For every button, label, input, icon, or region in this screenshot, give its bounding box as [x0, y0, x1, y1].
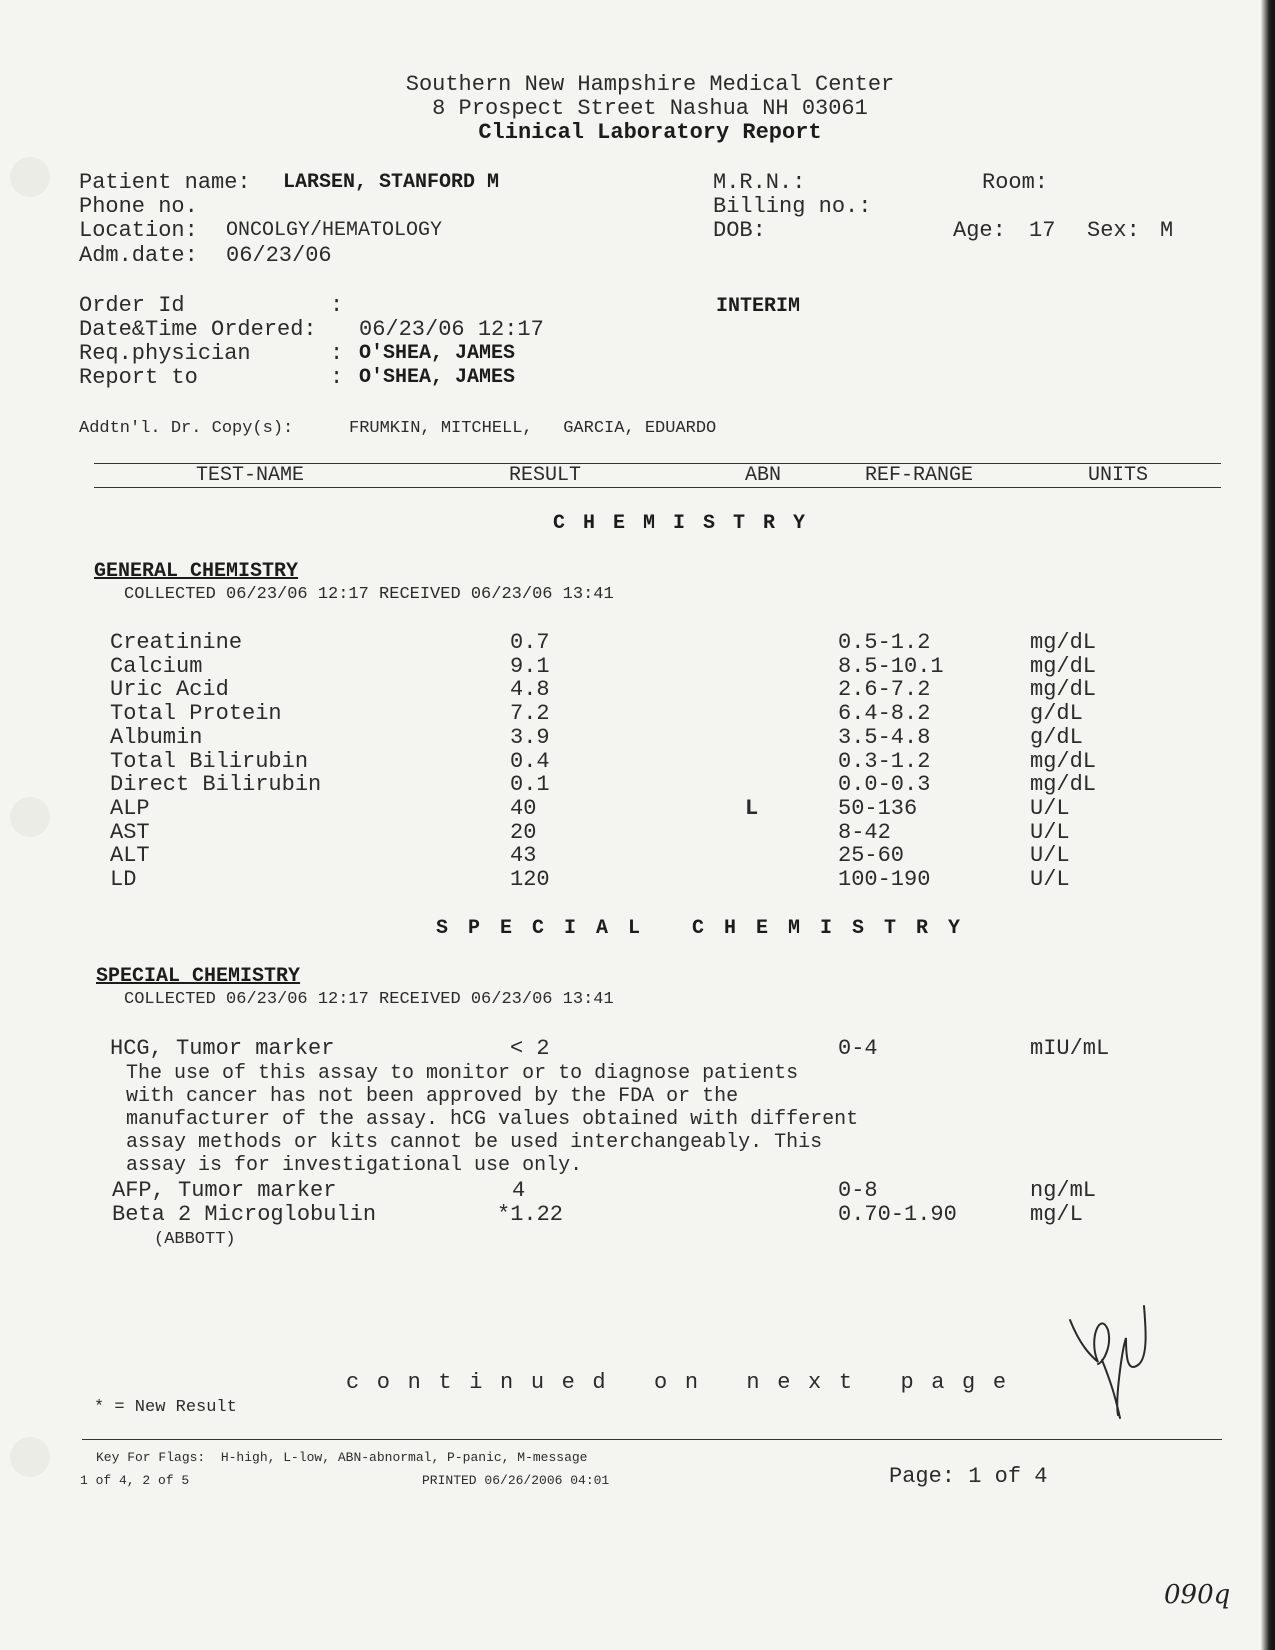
test-result: 4 — [512, 1178, 526, 1203]
test-name: Beta 2 Microglobulin — [112, 1202, 377, 1227]
test-units: mg/dL — [1030, 630, 1097, 655]
test-result: 9.1 — [510, 653, 550, 679]
page-number: Page: 1 of 4 — [889, 1464, 1048, 1489]
test-name: ALT — [110, 843, 150, 869]
test-name: ALP — [110, 795, 150, 821]
physician-initials — [1060, 1300, 1160, 1430]
test-ref-range: 0-4 — [838, 1036, 878, 1061]
punch-hole — [10, 157, 50, 197]
patient-name-label: Patient name: — [79, 170, 251, 195]
req-physician-value: O'SHEA, JAMES — [359, 342, 516, 365]
col-result: RESULT — [509, 464, 582, 487]
test-units: mg/L — [1030, 1202, 1083, 1227]
test-ref-range: 8-42 — [838, 819, 891, 845]
table-row — [112, 1178, 1132, 1202]
test-ref-range: 0.3-1.2 — [838, 748, 931, 774]
test-result: < 2 — [510, 1036, 550, 1061]
test-abn-flag: L — [745, 795, 759, 821]
col-units: UNITS — [1088, 464, 1149, 487]
location-value: ONCOLGY/HEMATOLOGY — [226, 219, 443, 242]
table-row — [110, 749, 1130, 773]
punch-hole — [10, 1437, 50, 1477]
test-ref-range: 3.5-4.8 — [838, 724, 931, 750]
test-ref-range: 50-136 — [838, 795, 918, 821]
col-ref-range: REF-RANGE — [865, 464, 974, 487]
phone-label: Phone no. — [79, 194, 198, 219]
scan-edge — [1261, 0, 1275, 1650]
test-units: U/L — [1030, 819, 1070, 845]
report-title: Clinical Laboratory Report — [478, 120, 822, 145]
punch-hole — [10, 797, 50, 837]
test-units: U/L — [1030, 795, 1070, 821]
order-id-sep: : — [330, 293, 344, 318]
hcg-note-line: manufacturer of the assay. hCG values obtained with different — [126, 1108, 859, 1131]
test-result: 120 — [510, 867, 550, 892]
table-row — [110, 630, 1130, 654]
table-row — [110, 772, 1130, 796]
test-name: HCG, Tumor marker — [110, 1036, 335, 1061]
test-units: mg/dL — [1030, 677, 1097, 703]
sex-label: Sex: — [1087, 218, 1140, 243]
test-ref-range: 0.70-1.90 — [838, 1202, 957, 1227]
test-units: mg/dL — [1030, 772, 1097, 798]
general-chemistry-title: GENERAL CHEMISTRY — [94, 560, 299, 583]
req-physician-sep: : — [330, 341, 344, 366]
table-row — [110, 820, 1130, 844]
table-row — [110, 654, 1130, 678]
flags-key: Key For Flags: H-high, L-low, ABN-abnormal, P-panic, M-message — [96, 1450, 588, 1465]
adm-date-label: Adm.date: — [79, 243, 198, 268]
test-name: Total Protein — [110, 701, 282, 727]
date-time-value: 06/23/06 12:17 — [359, 317, 544, 342]
test-ref-range: 8.5-10.1 — [838, 653, 944, 679]
institution-name: Southern New Hampshire Medical Center — [405, 72, 895, 97]
test-ref-range: 25-60 — [838, 843, 905, 869]
sex-value: M — [1160, 218, 1174, 243]
footer-rule — [82, 1439, 1222, 1440]
hcg-note-line: The use of this assay to monitor or to diagnose patients — [126, 1062, 799, 1085]
test-result: 4.8 — [510, 677, 550, 703]
test-units: mg/dL — [1030, 653, 1097, 679]
location-label: Location: — [79, 218, 198, 243]
test-name: LD — [110, 867, 137, 892]
adm-date-value: 06/23/06 — [226, 243, 332, 268]
test-units: g/dL — [1030, 724, 1083, 750]
general-chemistry-collected: COLLECTED 06/23/06 12:17 RECEIVED 06/23/06 13:41 — [124, 585, 614, 604]
col-abn: ABN — [745, 464, 782, 487]
test-result: 0.1 — [510, 772, 550, 798]
test-result: 3.9 — [510, 724, 550, 750]
test-units: ng/mL — [1030, 1178, 1097, 1203]
table-row — [112, 1202, 1132, 1226]
test-ref-range: 2.6-7.2 — [838, 677, 931, 703]
test-ref-range: 100-190 — [838, 867, 931, 892]
pages-reference: 1 of 4, 2 of 5 — [80, 1473, 190, 1488]
chemistry-section-title: CHEMISTRY — [553, 512, 824, 535]
room-label: Room: — [982, 170, 1049, 195]
report-status: INTERIM — [716, 295, 801, 318]
hcg-note-line: assay is for investigational use only. — [126, 1154, 583, 1177]
test-result: 7.2 — [510, 701, 550, 727]
table-row — [110, 843, 1130, 867]
test-name: Total Bilirubin — [110, 748, 309, 774]
test-name: Uric Acid — [110, 677, 229, 703]
test-ref-range: 6.4-8.2 — [838, 701, 931, 727]
test-name: AFP, Tumor marker — [112, 1178, 337, 1203]
mrn-label: M.R.N.: — [713, 170, 806, 195]
special-chemistry-section-title: SPECIAL CHEMISTRY — [436, 917, 981, 940]
handwritten-page-number: 090q — [1164, 1580, 1231, 1610]
test-result: 40 — [510, 795, 537, 821]
test-result: *1.22 — [497, 1202, 564, 1227]
report-to-value: O'SHEA, JAMES — [359, 366, 516, 389]
test-units: mg/dL — [1030, 748, 1097, 774]
test-name: AST — [110, 819, 150, 845]
test-result: 0.7 — [510, 630, 550, 655]
test-name: Calcium — [110, 653, 203, 679]
test-ref-range: 0.5-1.2 — [838, 630, 931, 655]
test-result: 0.4 — [510, 748, 550, 774]
table-row — [110, 796, 1130, 820]
hcg-note-line: with cancer has not been approved by the FDA or the — [126, 1085, 739, 1108]
req-physician-label: Req.physician — [79, 341, 251, 366]
test-ref-range: 0.0-0.3 — [838, 772, 931, 798]
test-result: 20 — [510, 819, 537, 845]
hcg-note-line: assay methods or kits cannot be used interchangeably. This — [126, 1131, 823, 1154]
institution-address: 8 Prospect Street Nashua NH 03061 — [432, 96, 868, 121]
report-to-sep: : — [330, 365, 344, 390]
age-label: Age: — [953, 218, 1006, 243]
special-chemistry-title: SPECIAL CHEMISTRY — [96, 965, 301, 988]
col-test-name: TEST-NAME — [196, 464, 305, 487]
date-time-label: Date&Time Ordered: — [79, 317, 317, 342]
test-units: mIU/mL — [1030, 1036, 1110, 1061]
b2m-method: (ABBOTT) — [154, 1230, 236, 1249]
table-row — [110, 701, 1130, 725]
additional-copies-value: FRUMKIN, MITCHELL, GARCIA, EDUARDO — [349, 419, 717, 438]
billing-label: Billing no.: — [713, 194, 872, 219]
test-units: U/L — [1030, 843, 1070, 869]
special-chemistry-collected: COLLECTED 06/23/06 12:17 RECEIVED 06/23/06 13:41 — [124, 990, 614, 1009]
test-result: 43 — [510, 843, 537, 869]
test-ref-range: 0-8 — [838, 1178, 878, 1203]
report-to-label: Report to — [79, 365, 198, 390]
test-units: g/dL — [1030, 701, 1083, 727]
dob-label: DOB: — [713, 218, 766, 243]
test-name: Direct Bilirubin — [110, 772, 322, 798]
table-row — [110, 867, 1130, 891]
table-row — [110, 725, 1130, 749]
continued-notice: continued on next page — [346, 1370, 1024, 1395]
test-name: Creatinine — [110, 630, 243, 655]
table-row — [110, 1036, 1130, 1060]
order-id-label: Order Id — [79, 293, 185, 318]
header-rule-bottom — [94, 487, 1221, 488]
test-units: U/L — [1030, 867, 1070, 892]
printed-timestamp: PRINTED 06/26/2006 04:01 — [422, 1473, 610, 1488]
age-value: 17 — [1029, 218, 1056, 243]
additional-copies-label: Addtn'l. Dr. Copy(s): — [79, 419, 294, 438]
new-result-key: * = New Result — [94, 1398, 237, 1417]
patient-name: LARSEN, STANFORD M — [283, 171, 500, 194]
table-row — [110, 677, 1130, 701]
test-name: Albumin — [110, 724, 203, 750]
